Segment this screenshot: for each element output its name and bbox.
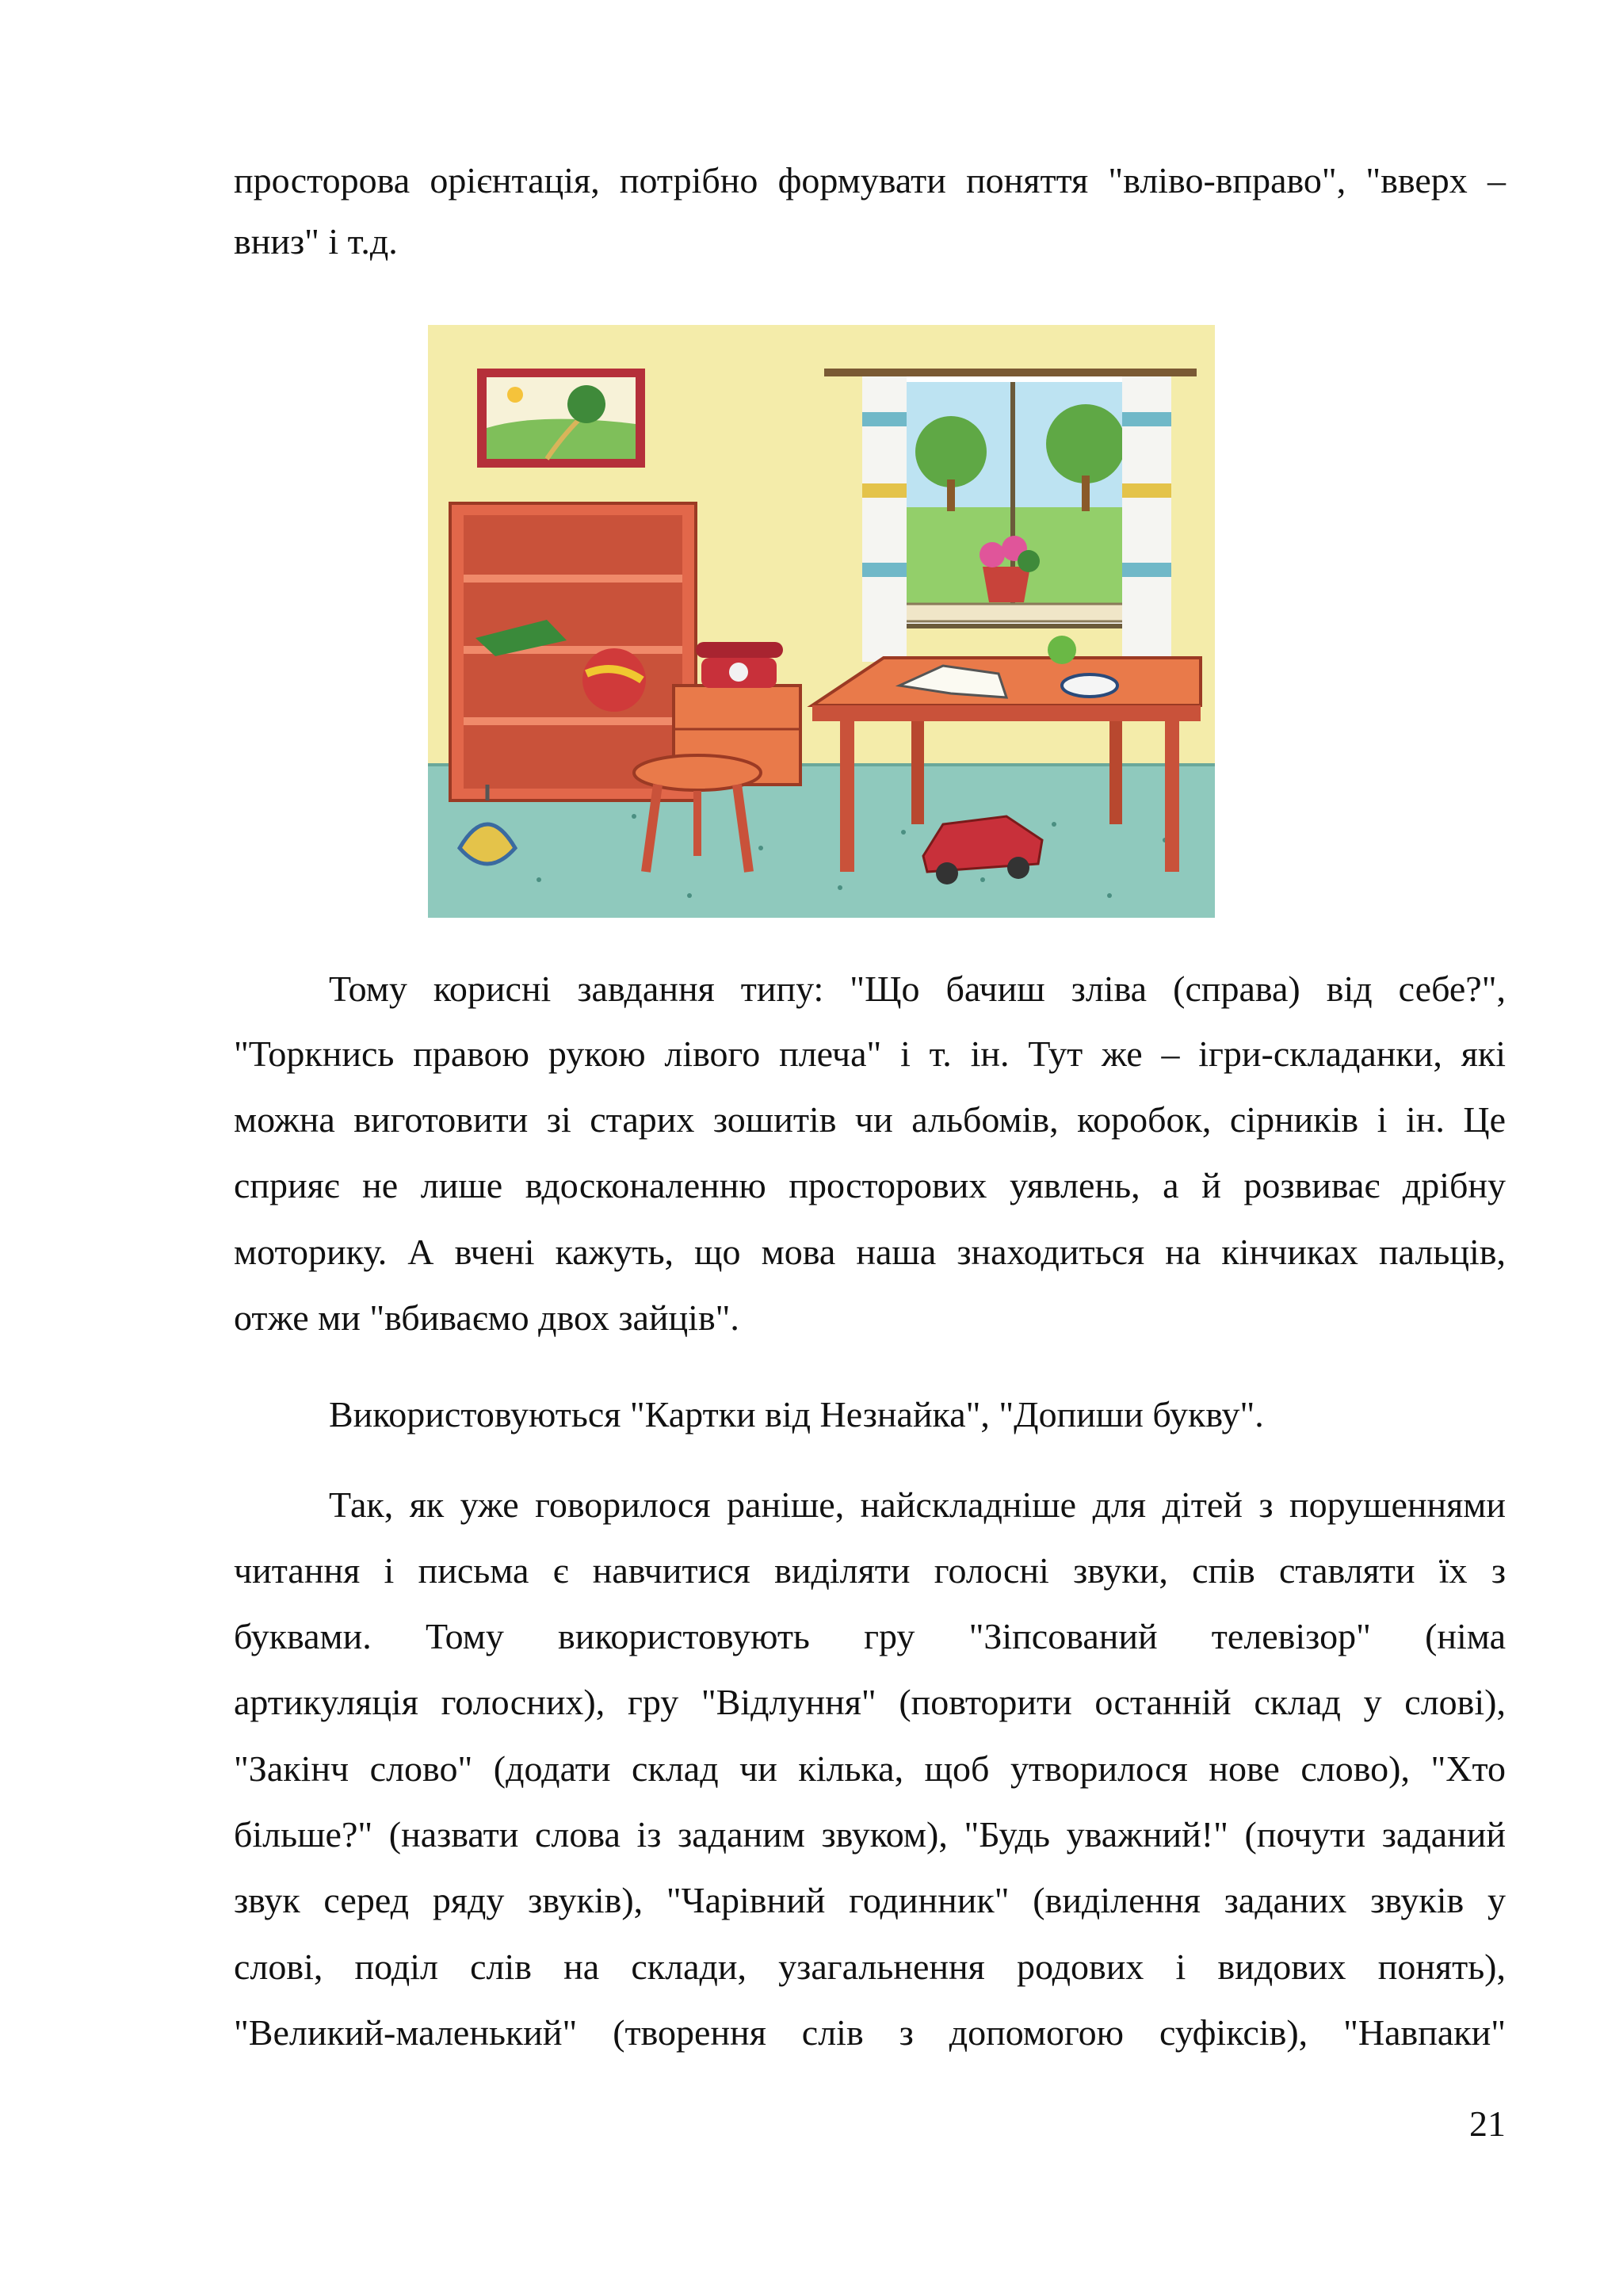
window — [880, 372, 1146, 626]
shelf-unit — [450, 503, 696, 800]
intro-line-1: просторова орієнтація, потрібно формувати поняття "вліво-вправо", "вверх – — [234, 160, 1506, 201]
intro-line-2: вниз" і т.д. — [234, 221, 398, 262]
paragraph-3-line-3: буквами. Тому використовують гру "Зіпсований телевізор" (німа — [234, 1616, 1506, 1656]
paragraph-3-line-8: слові, поділ слів на склади, узагальнення родових і видових понять), — [234, 1946, 1506, 1987]
room-illustration — [428, 325, 1215, 918]
paragraph-3-line-9: "Великий-маленький" (творення слів з допомогою суфіксів), "Навпаки" — [234, 2012, 1506, 2053]
paragraph-1-line-6: отже ми "вбиваємо двох зайців". — [234, 1297, 739, 1338]
framed-picture — [477, 369, 645, 468]
paragraph-3-line-2: читання і письма є навчитися виділяти голосні звуки, спів ставляти їх з — [234, 1550, 1506, 1591]
paragraph-1-line-4: сприяє не лише вдосконаленню просторових уявлень, а й розвиває дрібну — [234, 1165, 1506, 1205]
paragraph-3-line-4: артикуляція голосних), гру "Відлуння" (повторити останній склад у слові), — [234, 1682, 1506, 1722]
paragraph-1-line-2: "Торкнись правою рукою лівого плеча" і т. ін. Тут же – ігри-складанки, які — [234, 1033, 1506, 1074]
paragraph-3-line-7: звук серед ряду звуків), "Чарівний годинник" (виділення заданих звуків у — [234, 1880, 1506, 1920]
page-number: 21 — [1469, 2103, 1506, 2144]
paragraph-1-line-5: моторику. А вчені кажуть, що мова наша знаходиться на кінчиках пальців, — [234, 1232, 1506, 1272]
paragraph-1-line-3: можна виготовити зі старих зошитів чи альбомів, коробок, сірників і ін. Це — [234, 1099, 1506, 1140]
paragraph-1-line-1: Тому корисні завдання типу: "Що бачиш зліва (справа) від себе?", — [329, 968, 1506, 1009]
stool — [634, 755, 761, 872]
paragraph-3-line-6: більше?" (назвати слова із заданим звуком), "Будь уважний!" (почути заданий — [234, 1814, 1506, 1855]
paragraph-3-line-1: Так, як уже говорилося раніше, найскладніше для дітей з порушеннями — [329, 1484, 1506, 1525]
paragraph-2-line-1: Використовуються "Картки від Незнайка", "Допиши букву". — [329, 1394, 1264, 1435]
paragraph-3-line-5: "Закінч слово" (додати склад чи кілька, щоб утворилося нове слово), "Хто — [234, 1748, 1506, 1789]
